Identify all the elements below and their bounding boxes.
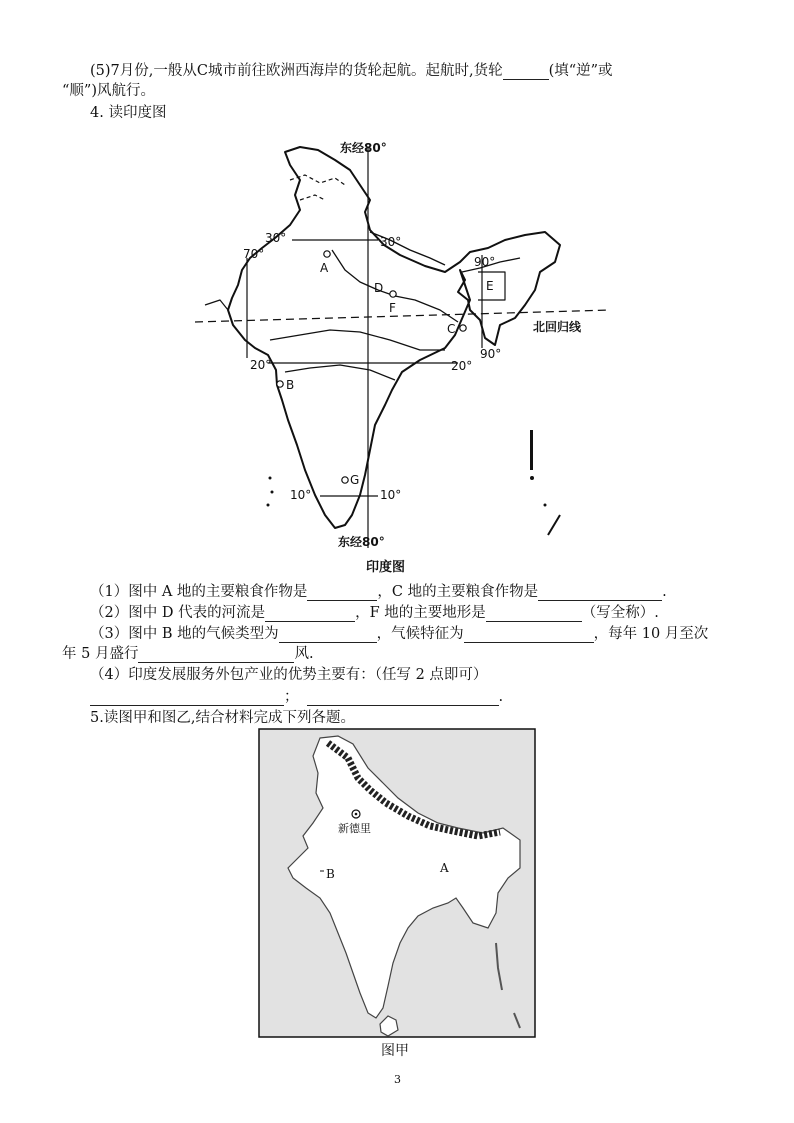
answer-blank[interactable] <box>464 628 594 643</box>
answer-blank[interactable] <box>138 648 294 663</box>
answer-blank[interactable] <box>307 586 377 601</box>
label-point-d: D <box>374 281 384 295</box>
q4-heading: 4. 读印度图 <box>90 105 167 121</box>
label-20-right: 20° <box>451 359 473 373</box>
answer-blank[interactable] <box>486 607 582 622</box>
central-river <box>270 330 445 350</box>
figure-jia-map <box>258 728 536 1038</box>
lakshadweep-1 <box>269 477 272 480</box>
answer-blank[interactable] <box>538 586 662 601</box>
label-point-e: E <box>486 279 494 293</box>
new-delhi-label: 新德里 <box>338 822 371 835</box>
label-b: B <box>326 867 335 881</box>
answer-blank[interactable] <box>307 691 499 706</box>
label-point-g: G <box>350 473 360 487</box>
india-map-caption: 印度图 <box>366 560 406 575</box>
label-70: 70° <box>243 247 265 261</box>
label-point-a: A <box>320 261 329 275</box>
india-map <box>180 130 620 575</box>
q4-item-2: （2）图中 D 代表的河流是 ，F 地的主要地形是 （写全称）. <box>90 605 659 621</box>
answer-blank[interactable] <box>279 628 377 643</box>
q4-item-1: （1）图中 A 地的主要粮食作物是 ，C 地的主要粮食作物是 . <box>90 584 667 600</box>
western-coast-line <box>205 300 228 310</box>
point-c-marker <box>460 325 466 331</box>
answer-blank[interactable] <box>503 65 549 80</box>
deccan-river <box>285 365 395 380</box>
label-20-left: 20° <box>250 358 272 372</box>
label-90-bottom: 90° <box>480 347 502 361</box>
page-number: 3 <box>394 1073 401 1086</box>
maldive-dot <box>544 504 547 507</box>
point-b-marker <box>277 381 283 387</box>
q3-5-line1 <box>90 62 613 80</box>
india-outline <box>228 147 560 528</box>
q3-5-text-a: (5)7月份,一般从C城市前往欧洲西海岸的货轮起航。起航时,货轮 <box>90 63 503 79</box>
q5-heading: 5.读图甲和图乙,结合材料完成下列各题。 <box>90 710 355 726</box>
point-a-marker <box>324 251 330 257</box>
label-90-top: 90° <box>474 255 496 269</box>
andaman-islands <box>530 430 533 470</box>
answer-blank[interactable] <box>265 607 355 622</box>
label-point-c: C <box>447 322 456 336</box>
label-point-b: B <box>286 378 295 392</box>
q4-item-3-cont: 年 5 月盛行 风. <box>62 646 314 662</box>
q4-item-4-answers: ； . <box>90 688 503 706</box>
q4-item-3: （3）图中 B 地的气候类型为 ，气候特征为 ，每年 10 月至次 <box>90 626 709 642</box>
label-10-right: 10° <box>380 488 402 502</box>
q3-5-text-b: (填“逆”或 <box>548 63 613 79</box>
label-bottom-80e: 东经80° <box>338 535 385 549</box>
label-a: A <box>440 861 449 875</box>
label-10-left: 10° <box>290 488 312 502</box>
q4-item-4: （4）印度发展服务外包产业的优势主要有：（任写 2 点即可） <box>90 667 488 683</box>
label-tropic: 北回归线 <box>533 320 582 334</box>
label-point-f: F <box>389 301 396 315</box>
point-f-marker <box>390 291 396 297</box>
lakshadweep-2 <box>271 491 274 494</box>
point-g-marker <box>342 477 348 483</box>
figure-jia-caption: 图甲 <box>381 1043 409 1059</box>
label-top-80e: 东经80° <box>340 141 387 155</box>
label-30-left: 30° <box>265 231 287 245</box>
q3-5-line2: “顺”)风航行。 <box>62 83 155 99</box>
label-30-right: 30° <box>380 235 402 249</box>
nicobar-island <box>530 476 534 480</box>
lakshadweep-3 <box>267 504 270 507</box>
sumatra-tip <box>548 515 560 535</box>
answer-blank[interactable] <box>90 691 284 706</box>
